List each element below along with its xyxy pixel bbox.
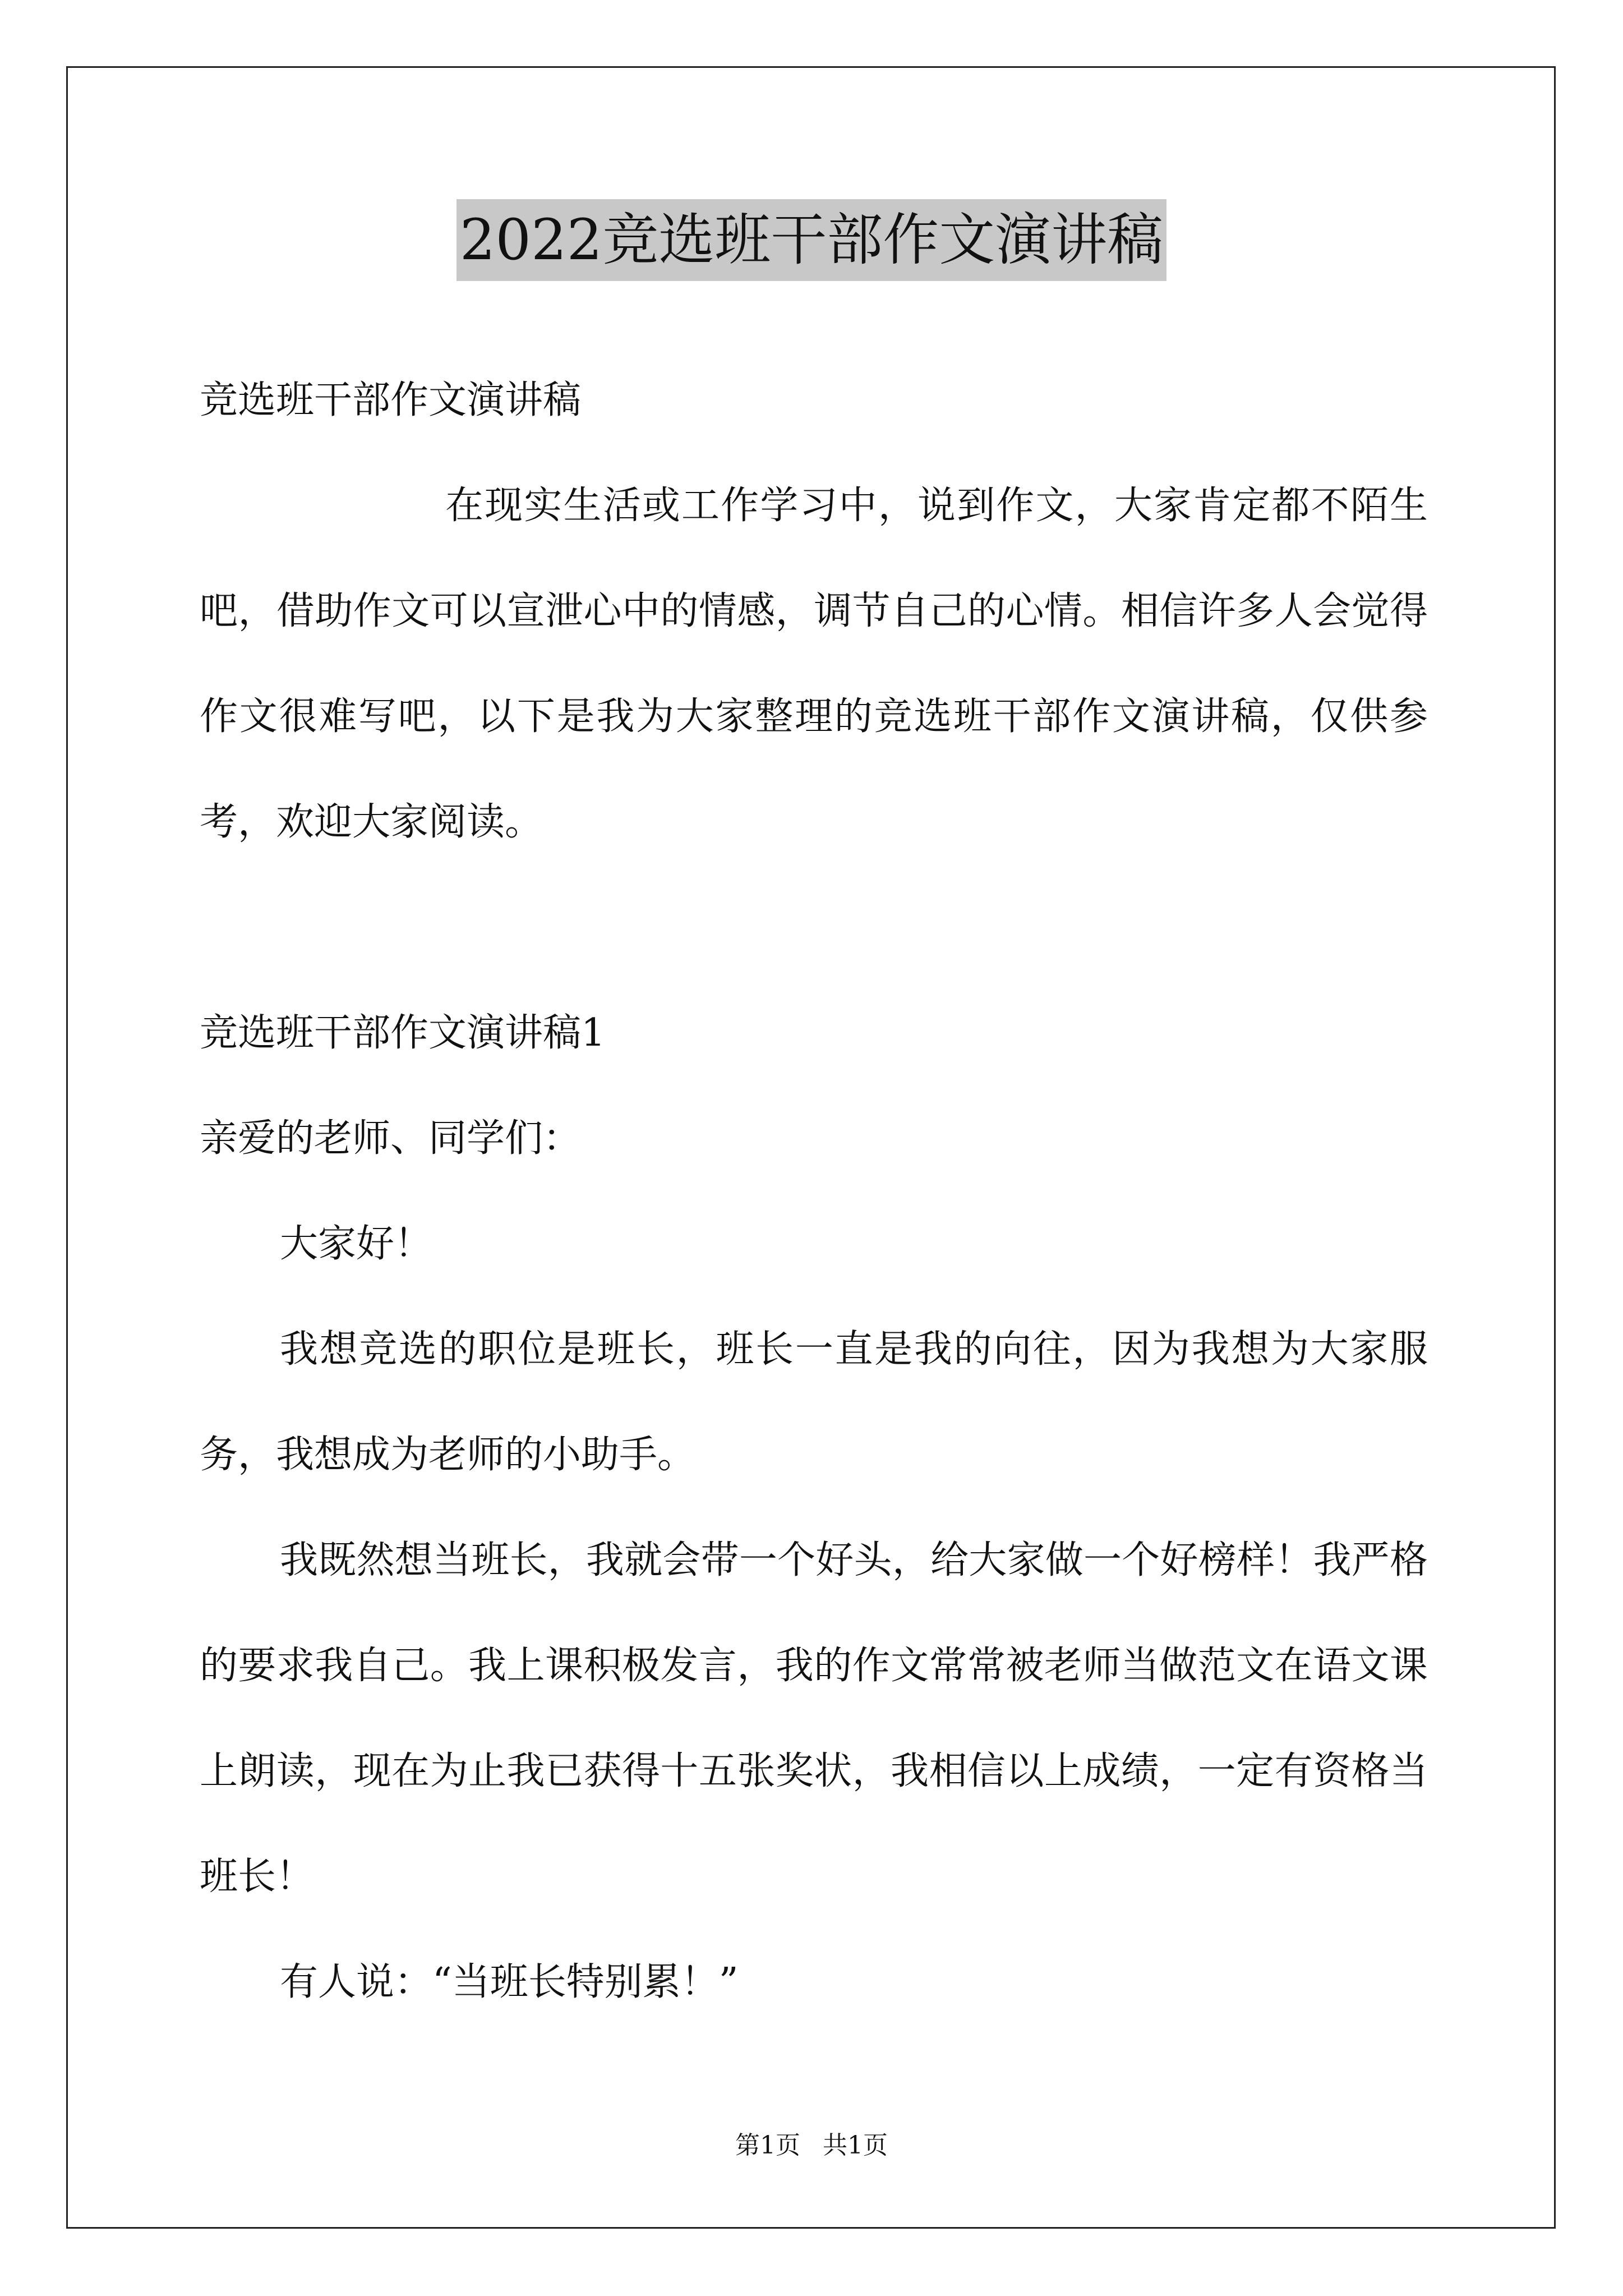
intro-paragraph: 在现实生活或工作学习中，说到作文，大家肯定都不陌生吧，借助作文可以宣泄心中的情感，调节自己的心情。相信许多人会觉得作文很难写吧，以下是我为大家整理的竞选班干部作文演讲稿，仅供参考，欢迎大家阅读。 [200, 484, 1428, 844]
title-container [0, 199, 1623, 281]
greeting: 大家好！ [280, 1222, 433, 1266]
body-paragraph: 有人说：“当班长特别累！” [280, 1960, 739, 2004]
page-number: 第1页 [735, 2131, 800, 2160]
body-paragraph: 我想竞选的职位是班长，班长一直是我的向往，因为我想为大家服务，我想成为老师的小助手。 [200, 1327, 1428, 1477]
document-body [200, 348, 1428, 2035]
section-heading: 竞选班干部作文演讲稿1 [200, 1011, 606, 1055]
document-title: 2022竞选班干部作文演讲稿 [457, 199, 1167, 281]
body-paragraph: 我既然想当班长，我就会带一个好头，给大家做一个好榜样！我严格的要求我自己。我上课积极发言，我的作文常常被老师当做范文在语文课上朗读，现在为止我已获得十五张奖状，我相信以上成绩，一定有资格当班长！ [200, 1538, 1428, 1899]
salutation: 亲爱的老师、同学们： [200, 1116, 582, 1161]
subtitle: 竞选班干部作文演讲稿 [200, 378, 582, 422]
page-footer [0, 2129, 1623, 2162]
page-total: 共1页 [823, 2131, 888, 2160]
